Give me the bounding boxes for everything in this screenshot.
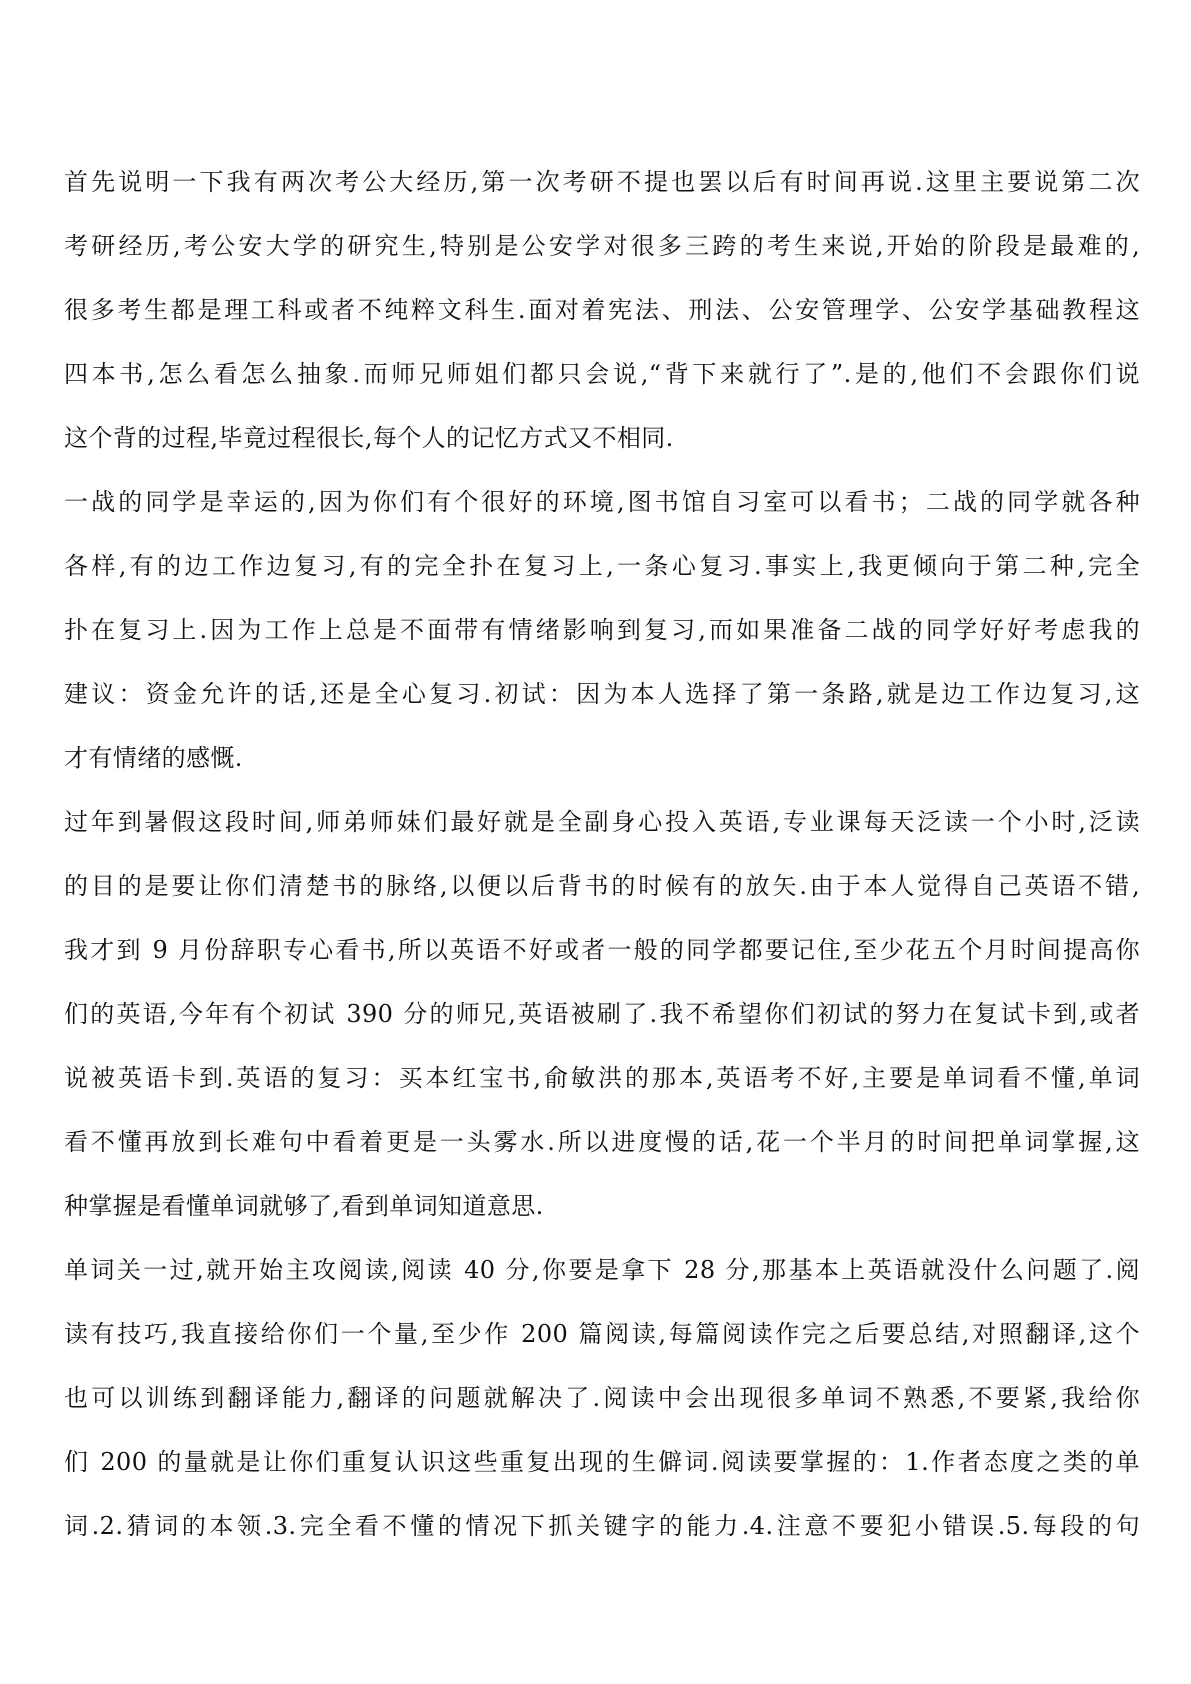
text-line: 四本书,怎么看怎么抽象.而师兄师姐们都只会说,“背下来就行了”.是的,他们不会跟你们说 (64, 360, 1140, 388)
text-line: 建议：资金允许的话,还是全心复习.初试：因为本人选择了第一条路,就是边工作边复习,这 (64, 680, 1140, 708)
document-body (64, 150, 1140, 1558)
text-line: 扑在复习上.因为工作上总是不面带有情绪影响到复习,而如果准备二战的同学好好考虑我的 (64, 616, 1140, 644)
paragraph-3 (64, 790, 1140, 1238)
text-line: 各样,有的边工作边复习,有的完全扑在复习上,一条心复习.事实上,我更倾向于第二种,完全 (64, 552, 1140, 580)
text-line: 读有技巧,我直接给你们一个量,至少作 200 篇阅读,每篇阅读作完之后要总结,对照翻译,这个 (64, 1320, 1140, 1348)
text-line: 首先说明一下我有两次考公大经历,第一次考研不提也罢以后有时间再说.这里主要说第二次 (64, 168, 1140, 196)
text-line: 过年到暑假这段时间,师弟师妹们最好就是全副身心投入英语,专业课每天泛读一个小时,泛读 (64, 808, 1140, 836)
text-line: 们的英语,今年有个初试 390 分的师兄,英语被刷了.我不希望你们初试的努力在复试卡到,或者 (64, 1000, 1140, 1028)
paragraph-4 (64, 1238, 1140, 1558)
paragraph-2 (64, 470, 1140, 790)
text-line: 我才到 9 月份辞职专心看书,所以英语不好或者一般的同学都要记住,至少花五个月时间提高你 (64, 936, 1140, 964)
paragraph-1 (64, 150, 1140, 470)
text-line: 才有情绪的感慨. (64, 744, 243, 772)
text-line: 单词关一过,就开始主攻阅读,阅读 40 分,你要是拿下 28 分,那基本上英语就没什么问题了.阅 (64, 1256, 1140, 1284)
text-line: 看不懂再放到长难句中看着更是一头雾水.所以进度慢的话,花一个半月的时间把单词掌握,这 (64, 1128, 1140, 1156)
text-line: 词.2.猜词的本领.3.完全看不懂的情况下抓关键字的能力.4.注意不要犯小错误.5.每段的句 (64, 1512, 1140, 1540)
text-line: 这个背的过程,毕竟过程很长,每个人的记忆方式又不相同. (64, 424, 674, 452)
text-line: 一战的同学是幸运的,因为你们有个很好的环境,图书馆自习室可以看书；二战的同学就各种 (64, 488, 1140, 516)
text-line: 考研经历,考公安大学的研究生,特别是公安学对很多三跨的考生来说,开始的阶段是最难的, (64, 232, 1140, 260)
text-line: 很多考生都是理工科或者不纯粹文科生.面对着宪法、刑法、公安管理学、公安学基础教程这 (64, 296, 1140, 324)
text-line: 们 200 的量就是让你们重复认识这些重复出现的生僻词.阅读要掌握的：1.作者态度之类的单 (64, 1448, 1140, 1476)
text-line: 说被英语卡到.英语的复习：买本红宝书,俞敏洪的那本,英语考不好,主要是单词看不懂,单词 (64, 1064, 1140, 1092)
text-line: 的目的是要让你们清楚书的脉络,以便以后背书的时候有的放矢.由于本人觉得自己英语不错, (64, 872, 1140, 900)
text-line: 种掌握是看懂单词就够了,看到单词知道意思. (64, 1192, 544, 1220)
text-line: 也可以训练到翻译能力,翻译的问题就解决了.阅读中会出现很多单词不熟悉,不要紧,我给你 (64, 1384, 1140, 1412)
